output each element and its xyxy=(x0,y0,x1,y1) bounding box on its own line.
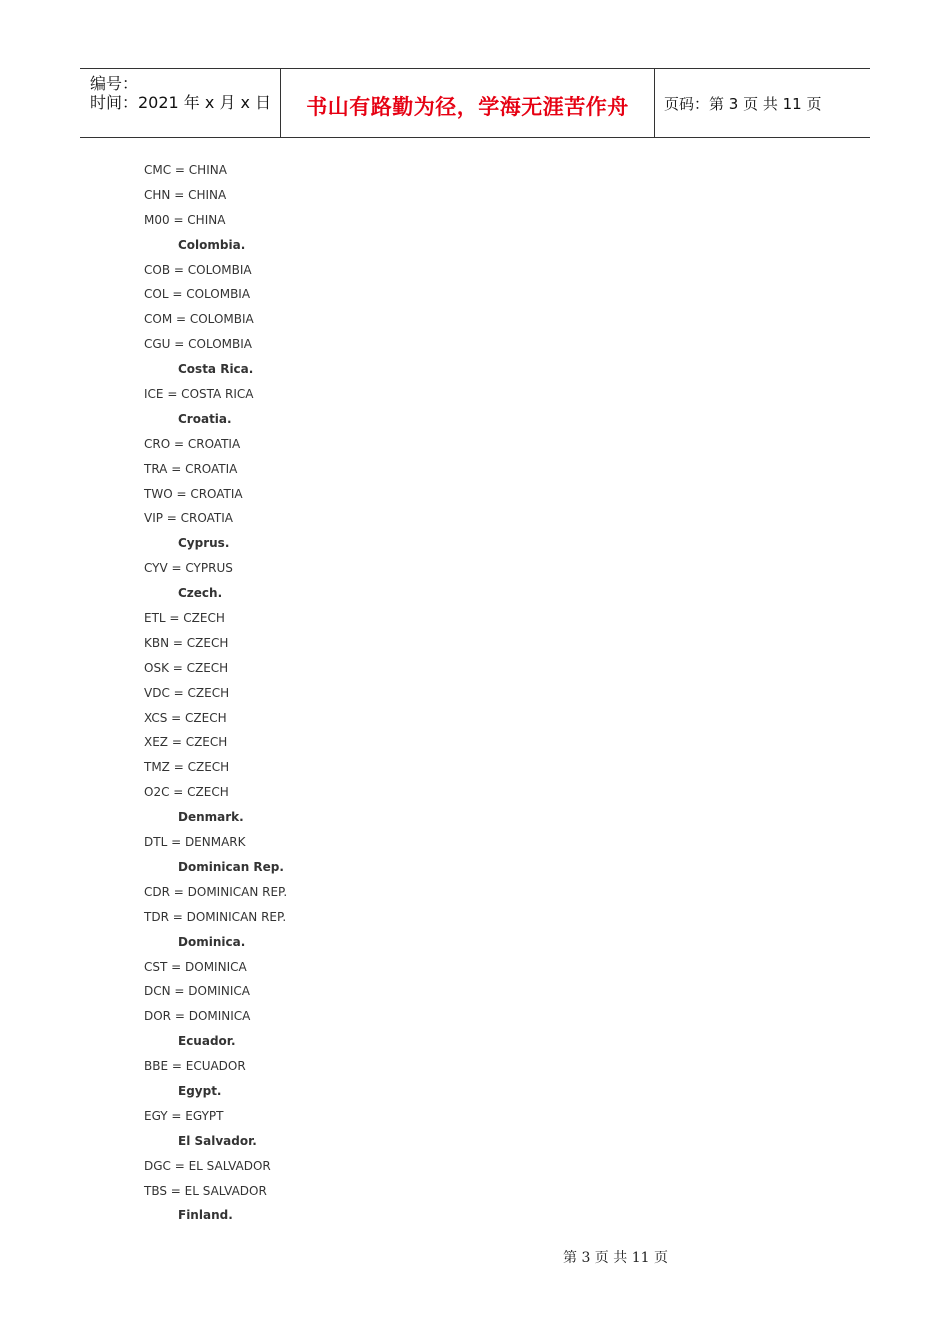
country-heading: Egypt. xyxy=(178,1083,222,1098)
list-item: DCN = DOMINICA xyxy=(144,984,250,999)
list-item: OSK = CZECH xyxy=(144,660,229,675)
list-item: XCS = CZECH xyxy=(144,710,227,725)
header-page-info: 页码：第 3 页 共 11 页 xyxy=(664,95,822,113)
country-heading: Ecuador. xyxy=(178,1034,236,1049)
list-item: BBE = ECUADOR xyxy=(144,1059,246,1074)
country-heading: Finland. xyxy=(178,1208,233,1223)
list-item: CYV = CYPRUS xyxy=(144,561,233,576)
list-item: CST = DOMINICA xyxy=(144,959,247,974)
list-item: TRA = CROATIA xyxy=(144,461,238,476)
list-item: KBN = CZECH xyxy=(144,635,229,650)
list-item: M00 = CHINA xyxy=(144,212,226,227)
list-item: CGU = COLOMBIA xyxy=(144,337,253,352)
list-item: TDR = DOMINICAN REP. xyxy=(144,909,287,924)
country-heading: El Salvador. xyxy=(178,1133,257,1148)
header-motto-cell xyxy=(281,69,655,137)
list-item: CRO = CROATIA xyxy=(144,436,241,451)
list-item: TWO = CROATIA xyxy=(144,486,243,501)
header-motto: 书山有路勤为径，学海无涯苦作舟 xyxy=(306,94,629,119)
list-item: EGY = EGYPT xyxy=(144,1108,224,1123)
list-item: COM = COLOMBIA xyxy=(144,312,254,327)
code-country-list xyxy=(144,160,744,1230)
list-item: CHN = CHINA xyxy=(144,187,227,202)
list-item: COB = COLOMBIA xyxy=(144,262,252,277)
list-item: TBS = EL SALVADOR xyxy=(144,1183,267,1198)
list-item: DTL = DENMARK xyxy=(144,835,246,850)
document-number-label: 编号： xyxy=(90,74,139,93)
page-header xyxy=(80,68,870,138)
header-page-cell xyxy=(655,69,870,137)
country-heading: Denmark. xyxy=(178,810,244,825)
list-item: ETL = CZECH xyxy=(144,611,225,626)
list-item: DOR = DOMINICA xyxy=(144,1009,251,1024)
list-item: COL = COLOMBIA xyxy=(144,287,251,302)
list-item: VDC = CZECH xyxy=(144,685,230,700)
country-heading: Czech. xyxy=(178,586,223,601)
list-item: TMZ = CZECH xyxy=(144,760,230,775)
list-item: XEZ = CZECH xyxy=(144,735,228,750)
list-item: ICE = COSTA RICA xyxy=(144,387,254,402)
country-heading: Dominica. xyxy=(178,934,246,949)
page-footer: 第 3 页 共 11 页 xyxy=(563,1250,668,1266)
document-date-label: 时间：2021 年 x 月 x 日 xyxy=(90,93,272,112)
list-item: DGC = EL SALVADOR xyxy=(144,1158,271,1173)
list-item: CDR = DOMINICAN REP. xyxy=(144,884,288,899)
country-heading: Dominican Rep. xyxy=(178,859,284,874)
list-item: CMC = CHINA xyxy=(144,163,227,177)
country-heading: Colombia. xyxy=(178,237,246,252)
list-item: VIP = CROATIA xyxy=(144,511,233,526)
country-heading: Costa Rica. xyxy=(178,362,254,377)
country-heading: Cyprus. xyxy=(178,536,230,551)
country-heading: Croatia. xyxy=(178,411,232,426)
list-item: O2C = CZECH xyxy=(144,785,229,800)
header-meta-cell xyxy=(80,69,281,137)
